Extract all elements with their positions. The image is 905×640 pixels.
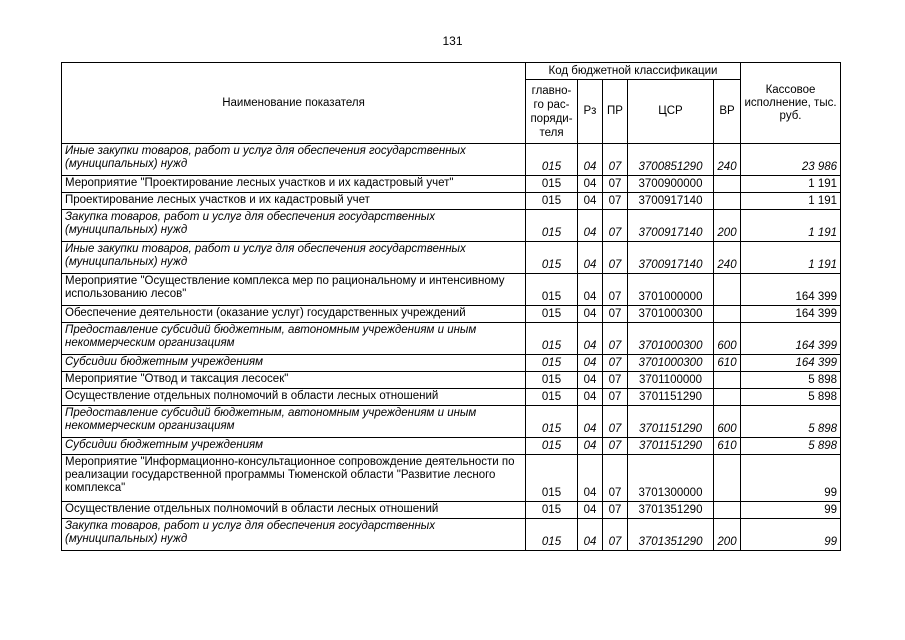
row-name: Обеспечение деятельности (оказание услуг) государственных учреждений bbox=[62, 306, 526, 323]
row-vr bbox=[714, 306, 741, 323]
row-vr bbox=[714, 274, 741, 306]
row-rz: 04 bbox=[578, 519, 603, 551]
row-rz: 04 bbox=[578, 274, 603, 306]
table-row bbox=[62, 389, 841, 406]
row-rz: 04 bbox=[578, 438, 603, 455]
row-csr: 3700917140 bbox=[628, 193, 714, 210]
row-pr: 07 bbox=[603, 242, 628, 274]
row-amount: 164 399 bbox=[741, 306, 841, 323]
row-amount: 1 191 bbox=[741, 193, 841, 210]
row-vr: 240 bbox=[714, 144, 741, 176]
table-row bbox=[62, 355, 841, 372]
row-vr: 610 bbox=[714, 438, 741, 455]
row-pr: 07 bbox=[603, 355, 628, 372]
row-vr: 610 bbox=[714, 355, 741, 372]
row-name: Предоставление субсидий бюджетным, автономным учреждениям и иным некоммерческим организациям bbox=[62, 323, 526, 355]
row-rz: 04 bbox=[578, 372, 603, 389]
row-glav-code: 015 bbox=[526, 306, 578, 323]
row-pr: 07 bbox=[603, 406, 628, 438]
row-vr bbox=[714, 389, 741, 406]
row-pr: 07 bbox=[603, 144, 628, 176]
row-glav-code: 015 bbox=[526, 323, 578, 355]
row-pr: 07 bbox=[603, 438, 628, 455]
row-name: Субсидии бюджетным учреждениям bbox=[62, 438, 526, 455]
row-pr: 07 bbox=[603, 389, 628, 406]
row-glav-code: 015 bbox=[526, 389, 578, 406]
row-rz: 04 bbox=[578, 242, 603, 274]
row-pr: 07 bbox=[603, 210, 628, 242]
row-amount: 1 191 bbox=[741, 210, 841, 242]
row-vr bbox=[714, 372, 741, 389]
page-number: 131 bbox=[442, 34, 463, 48]
row-csr: 3701151290 bbox=[628, 389, 714, 406]
row-vr bbox=[714, 502, 741, 519]
row-glav-code: 015 bbox=[526, 176, 578, 193]
row-name: Мероприятие "Отвод и таксация лесосек" bbox=[62, 372, 526, 389]
header-amount: Кассовое исполнение, тыс. руб. bbox=[741, 63, 841, 144]
row-pr: 07 bbox=[603, 176, 628, 193]
row-amount: 99 bbox=[741, 519, 841, 551]
row-rz: 04 bbox=[578, 306, 603, 323]
row-rz: 04 bbox=[578, 144, 603, 176]
row-name: Мероприятие "Информационно-консультационное сопровождение деятельности по реализации государственной программы Тюменской области "Развитие лесного комплекса" bbox=[62, 455, 526, 502]
row-csr: 3700900000 bbox=[628, 176, 714, 193]
table-row bbox=[62, 323, 841, 355]
row-rz: 04 bbox=[578, 502, 603, 519]
row-pr: 07 bbox=[603, 372, 628, 389]
row-csr: 3700851290 bbox=[628, 144, 714, 176]
row-vr: 200 bbox=[714, 210, 741, 242]
table-row bbox=[62, 274, 841, 306]
row-name: Закупка товаров, работ и услуг для обеспечения государственных (муниципальных) нужд bbox=[62, 210, 526, 242]
row-glav-code: 015 bbox=[526, 406, 578, 438]
row-glav-code: 015 bbox=[526, 355, 578, 372]
row-vr bbox=[714, 193, 741, 210]
row-pr: 07 bbox=[603, 502, 628, 519]
row-amount: 1 191 bbox=[741, 176, 841, 193]
table-row bbox=[62, 144, 841, 176]
row-pr: 07 bbox=[603, 519, 628, 551]
row-amount: 99 bbox=[741, 502, 841, 519]
row-glav-code: 015 bbox=[526, 438, 578, 455]
row-rz: 04 bbox=[578, 323, 603, 355]
row-glav-code: 015 bbox=[526, 242, 578, 274]
row-glav-code: 015 bbox=[526, 210, 578, 242]
row-csr: 3700917140 bbox=[628, 242, 714, 274]
table-row bbox=[62, 438, 841, 455]
row-pr: 07 bbox=[603, 193, 628, 210]
row-glav-code: 015 bbox=[526, 455, 578, 502]
row-name: Осуществление отдельных полномочий в области лесных отношений bbox=[62, 389, 526, 406]
row-csr: 3701300000 bbox=[628, 455, 714, 502]
table-row bbox=[62, 176, 841, 193]
row-name: Закупка товаров, работ и услуг для обеспечения государственных (муниципальных) нужд bbox=[62, 519, 526, 551]
row-rz: 04 bbox=[578, 193, 603, 210]
row-rz: 04 bbox=[578, 210, 603, 242]
row-amount: 5 898 bbox=[741, 389, 841, 406]
row-name: Субсидии бюджетным учреждениям bbox=[62, 355, 526, 372]
header-pr: ПР bbox=[603, 80, 628, 144]
row-pr: 07 bbox=[603, 455, 628, 502]
row-rz: 04 bbox=[578, 176, 603, 193]
row-csr: 3701000300 bbox=[628, 306, 714, 323]
table-row bbox=[62, 406, 841, 438]
row-amount: 99 bbox=[741, 455, 841, 502]
row-name: Иные закупки товаров, работ и услуг для обеспечения государственных (муниципальных) нужд bbox=[62, 144, 526, 176]
row-name: Проектирование лесных участков и их кадастровый учет bbox=[62, 193, 526, 210]
row-csr: 3701351290 bbox=[628, 519, 714, 551]
header-glav: главно-го рас-поряди-теля bbox=[526, 80, 578, 144]
row-vr bbox=[714, 455, 741, 502]
header-vr: ВР bbox=[714, 80, 741, 144]
table-row bbox=[62, 519, 841, 551]
row-pr: 07 bbox=[603, 306, 628, 323]
row-name: Предоставление субсидий бюджетным, автономным учреждениям и иным некоммерческим организациям bbox=[62, 406, 526, 438]
header-budget-classification: Код бюджетной классификации bbox=[526, 63, 741, 80]
row-amount: 1 191 bbox=[741, 242, 841, 274]
row-name: Мероприятие "Проектирование лесных участков и их кадастровый учет" bbox=[62, 176, 526, 193]
row-csr: 3701000000 bbox=[628, 274, 714, 306]
row-amount: 23 986 bbox=[741, 144, 841, 176]
table-row bbox=[62, 242, 841, 274]
row-vr: 600 bbox=[714, 323, 741, 355]
header-csr: ЦСР bbox=[628, 80, 714, 144]
row-pr: 07 bbox=[603, 274, 628, 306]
table-row bbox=[62, 306, 841, 323]
row-vr bbox=[714, 176, 741, 193]
row-rz: 04 bbox=[578, 355, 603, 372]
row-amount: 5 898 bbox=[741, 372, 841, 389]
row-name: Мероприятие "Осуществление комплекса мер по рациональному и интенсивному использованию лесов" bbox=[62, 274, 526, 306]
row-csr: 3701151290 bbox=[628, 438, 714, 455]
table-row bbox=[62, 372, 841, 389]
header-name: Наименование показателя bbox=[62, 63, 526, 144]
row-glav-code: 015 bbox=[526, 193, 578, 210]
row-csr: 3701151290 bbox=[628, 406, 714, 438]
budget-table bbox=[61, 62, 841, 551]
row-amount: 5 898 bbox=[741, 406, 841, 438]
row-rz: 04 bbox=[578, 406, 603, 438]
row-amount: 164 399 bbox=[741, 355, 841, 372]
row-amount: 164 399 bbox=[741, 274, 841, 306]
row-amount: 164 399 bbox=[741, 323, 841, 355]
row-csr: 3701351290 bbox=[628, 502, 714, 519]
table-header bbox=[62, 63, 841, 144]
row-csr: 3701000300 bbox=[628, 323, 714, 355]
header-rz: Рз bbox=[578, 80, 603, 144]
row-csr: 3701000300 bbox=[628, 355, 714, 372]
row-rz: 04 bbox=[578, 455, 603, 502]
row-vr: 200 bbox=[714, 519, 741, 551]
row-glav-code: 015 bbox=[526, 274, 578, 306]
table-body bbox=[62, 144, 841, 551]
row-vr: 600 bbox=[714, 406, 741, 438]
table-row bbox=[62, 502, 841, 519]
row-csr: 3700917140 bbox=[628, 210, 714, 242]
table-row bbox=[62, 455, 841, 502]
row-rz: 04 bbox=[578, 389, 603, 406]
row-glav-code: 015 bbox=[526, 372, 578, 389]
row-glav-code: 015 bbox=[526, 519, 578, 551]
row-glav-code: 015 bbox=[526, 502, 578, 519]
row-pr: 07 bbox=[603, 323, 628, 355]
row-name: Осуществление отдельных полномочий в области лесных отношений bbox=[62, 502, 526, 519]
row-amount: 5 898 bbox=[741, 438, 841, 455]
table-row bbox=[62, 193, 841, 210]
row-csr: 3701100000 bbox=[628, 372, 714, 389]
row-name: Иные закупки товаров, работ и услуг для обеспечения государственных (муниципальных) нужд bbox=[62, 242, 526, 274]
table-row bbox=[62, 210, 841, 242]
row-glav-code: 015 bbox=[526, 144, 578, 176]
row-vr: 240 bbox=[714, 242, 741, 274]
